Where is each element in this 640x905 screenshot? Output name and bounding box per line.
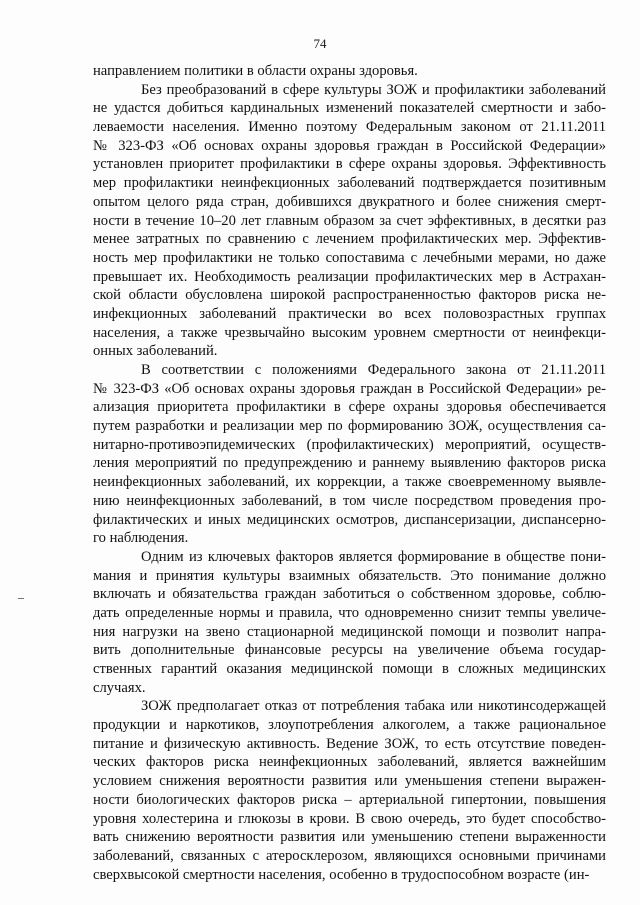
text-line: превышает их. Необходимость реализации профилактических мер в Астрахан-: [93, 268, 606, 285]
text-line: менее затратных по сравнению с лечением профилактических мер. Эффектив-: [93, 231, 606, 248]
page-number: 74: [313, 36, 327, 51]
paragraph: [93, 81, 606, 361]
text-line: заболеваний, связанных с атеросклерозом, являющихся основными причинами: [93, 847, 606, 864]
text-line: вать снижению вероятности развития или уменьшению степени выраженности: [93, 829, 606, 846]
text-line: онных заболеваний.: [93, 343, 218, 360]
text-line: опытом целого ряда стран, добившихся двукратного и более снижения смерт-: [93, 193, 606, 210]
text-line: ственных гарантий оказания медицинской помощи в сложных медицинских: [93, 661, 606, 677]
text-line: ности биологических факторов риска – артериальной гипертонии, повышения: [93, 791, 606, 808]
text-line: ализация приоритета профилактики в сфере охраны здоровья обеспечивается: [93, 399, 606, 416]
text-line: ность мер профилактики не только сопоставима с лечебными мерами, но даже: [93, 249, 606, 266]
paragraph: [93, 361, 606, 548]
text-line: В соответствии с положениями Федерального закона от 21.11.2011: [141, 362, 606, 378]
text-line: случаях.: [93, 679, 146, 696]
text-line: ской области обусловлена широкой распространенностью факторов риска не-: [93, 287, 606, 304]
paragraph: [93, 548, 606, 698]
text-line: ческих факторов риска неинфекционных заболеваний, является важнейшим: [93, 754, 606, 771]
text-line: населения, а также чрезвычайно высоким уровнем смертности от неинфекци-: [93, 324, 606, 341]
text-line: Одним из ключевых факторов является формирование в обществе пони-: [141, 548, 606, 565]
text-line: № 323-ФЗ «Об основах охраны здоровья граждан в Российской Федерации»: [93, 137, 606, 154]
text-line: продукции и наркотиков, злоупотребления алкоголем, а также рациональное: [93, 717, 606, 734]
text-line: филактических и иных медицинских осмотров, диспансеризации, диспансерно-: [93, 511, 606, 528]
paragraph: [93, 62, 606, 81]
text-line: го наблюдения.: [93, 530, 189, 547]
text-line: уровня холестерина и глюкозы в крови. В свою очередь, это будет способство-: [93, 810, 606, 827]
text-line: установлен приоритет профилактики в сфере охраны здоровья. Эффективность: [93, 156, 606, 173]
text-line: ния нагрузки на звено стационарной медицинской помощи и позволит напра-: [93, 623, 606, 640]
text-line: вить дополнительные финансовые ресурсы на увеличение объема государ-: [93, 642, 606, 659]
margin-mark: [18, 598, 24, 599]
text-line: № 323-ФЗ «Об основах охраны здоровья граждан в Российской Федерации» ре-: [93, 380, 606, 397]
text-line: питание и физическую активность. Ведение ЗОЖ, то есть отсутствие поведен-: [93, 735, 606, 752]
text-line: путем разработки и реализации мер по формированию ЗОЖ, осуществления са-: [93, 418, 606, 435]
text-line: включать и обязательства граждан заботиться о собственном здоровье, соблю-: [93, 586, 606, 603]
text-line: Без преобразований в сфере культуры ЗОЖ и профилактики заболеваний: [141, 81, 606, 98]
document-body: [93, 62, 606, 884]
text-line: направлением политики в области охраны здоровья.: [93, 63, 418, 79]
text-line: условием снижения вероятности развития или уменьшения степени выражен-: [93, 773, 606, 790]
text-line: ЗОЖ предполагает отказ от потребления табака или никотинсодержащей: [141, 698, 606, 715]
text-line: сверхвысокой смертности населения, особенно в трудоспособном возрасте (ин-: [93, 866, 590, 883]
text-line: нитарно-противоэпидемических (профилактических) мероприятий, осуществ-: [93, 436, 606, 453]
paragraph: [93, 697, 606, 884]
text-line: леваемости населения. Именно поэтому Федеральным законом от 21.11.2011: [93, 119, 606, 136]
text-line: не удастся добиться кардинальных изменений показателей смертности и забо-: [93, 100, 606, 117]
text-line: мания и принятия культуры взаимных обязательств. Это понимание должно: [93, 567, 606, 584]
text-line: неинфекционных заболеваний, их коррекции, а также своевременному выявле-: [93, 474, 606, 491]
text-line: нию неинфекционных заболеваний, в том числе посредством проведения про-: [93, 492, 606, 509]
text-line: дать определенные нормы и правила, что одновременно снизит темпы увеличе-: [93, 604, 606, 621]
text-line: ности в течение 10–20 лет главным образом за счет эффективных, в десятки раз: [93, 212, 606, 229]
text-line: инфекционных заболеваний практически во всех половозрастных группах: [93, 305, 606, 322]
text-line: ления мероприятий по предупреждению и раннему выявлению факторов риска: [93, 455, 606, 472]
text-line: мер профилактики неинфекционных заболеваний подтверждается позитивным: [93, 175, 606, 192]
